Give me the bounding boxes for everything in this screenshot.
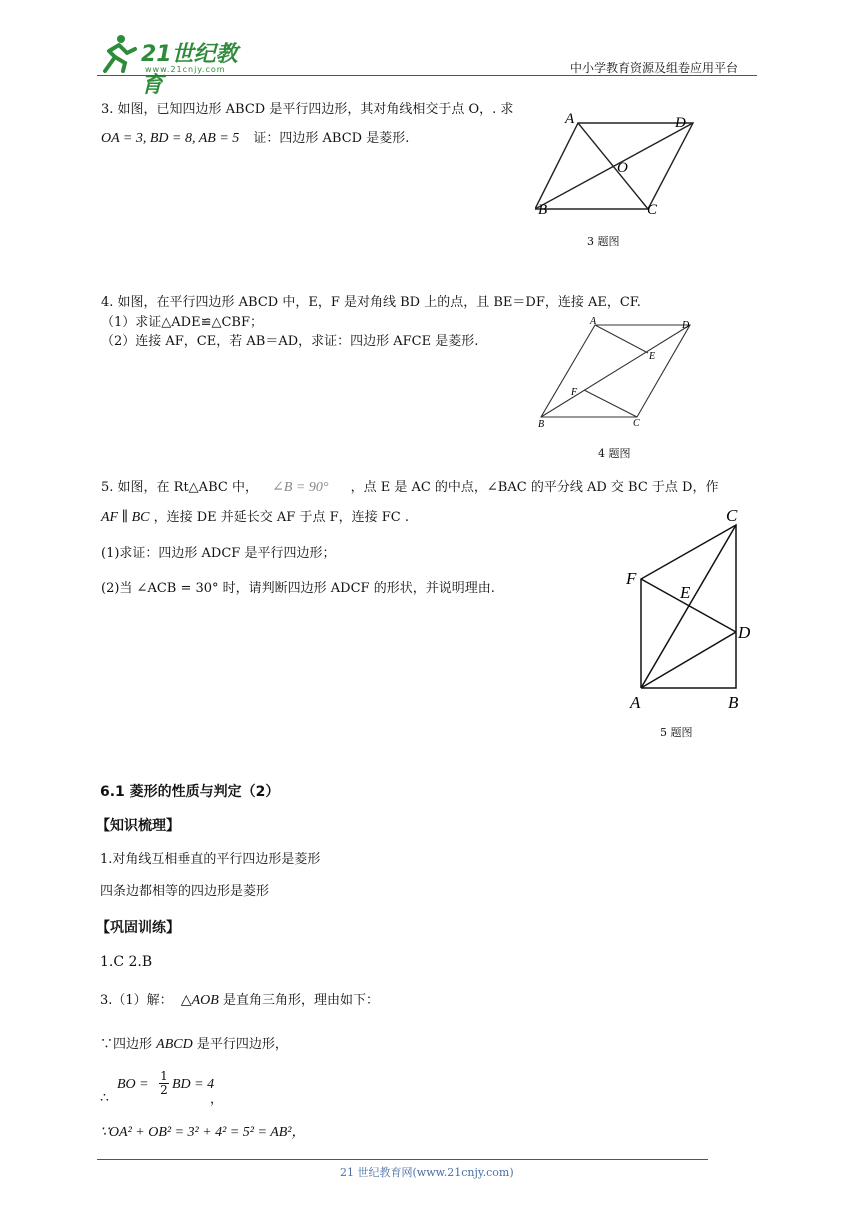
footer-link[interactable]: 21 世纪教育网(www.21cnjy.com) (340, 1166, 514, 1179)
knowledge-item-1: 1.对角线互相垂直的平行四边形是菱形 (100, 852, 321, 867)
bo-fraction (159, 1070, 169, 1097)
ans3-abcd: ABCD (156, 1037, 193, 1052)
q5-line2-text: ，连接 DE 并延长交 AF 于点 F，连接 FC . (153, 510, 409, 525)
q4-label-d: D (682, 320, 690, 331)
q4-line3: （2）连接 AF，CE，若 AB＝AD，求证：四边形 AFCE 是菱形. (101, 334, 479, 349)
knowledge-heading: 【知识梳理】 (96, 818, 180, 834)
q4-figure (535, 315, 705, 430)
q3-label-b: B (538, 202, 548, 218)
therefore-symbol: ∴ (100, 1090, 109, 1106)
ans3-because-1-end: 是平行四边形， (196, 1037, 288, 1052)
answers-1-2: 1.C 2.B (100, 954, 153, 970)
q5-label-c: C (726, 506, 738, 525)
q4-caption: 4 题图 (598, 447, 631, 460)
ans3-triangle: △AOB (180, 993, 219, 1008)
q3-line1: 3. 如图，已知四边形 ABCD 是平行四边形，其对角线相交于点 O，. 求 (101, 102, 514, 117)
logo-runner-icon (95, 33, 139, 73)
q5-af-parallel: AF ∥ BC (101, 510, 150, 525)
section-title: 6.1 菱形的性质与判定（2） (100, 784, 280, 800)
knowledge-item-2: 四条边都相等的四边形是菱形 (100, 884, 270, 899)
q4-label-c: C (633, 418, 640, 429)
logo (95, 33, 255, 98)
header-divider (97, 75, 757, 76)
q5-label-e: E (680, 583, 691, 602)
bo-rhs: BD = 4 (172, 1077, 215, 1092)
q5-label-f: F (626, 569, 637, 588)
bo-fraction-den: 2 (160, 1083, 168, 1097)
q5-label-b: B (728, 693, 739, 712)
header-right-text: 中小学教育资源及组卷应用平台 (570, 61, 739, 75)
footer-divider (97, 1159, 708, 1160)
q5-part2: (2)当 ∠ACB = 30° 时，请判断四边形 ADCF 的形状，并说明理由. (101, 581, 495, 596)
q5-part1: (1)求证：四边形 ADCF 是平行四边形； (101, 546, 336, 561)
logo-text: 21世纪教育 (141, 42, 238, 98)
q3-line2-text: 证：四边形 ABCD 是菱形. (253, 131, 410, 146)
ans3-intro (100, 992, 379, 1010)
q4-line1: 4. 如图，在平行四边形 ABCD 中，E，F 是对角线 BD 上的点，且 BE＝DF，连接 AE，CF. (101, 295, 641, 310)
ans3-intro-start: 3.（1）解： (100, 993, 173, 1008)
q4-label-f: F (571, 387, 578, 398)
q3-label-a: A (565, 111, 575, 127)
q5-label-a: A (630, 693, 641, 712)
q3-caption: 3 题图 (587, 235, 620, 248)
q4-label-a: A (590, 316, 597, 327)
q4-label-e: E (649, 351, 656, 362)
q4-label-b: B (538, 419, 545, 430)
bo-comma: ， (210, 1092, 224, 1107)
q3-figure (535, 108, 705, 223)
q5-caption: 5 题图 (660, 726, 693, 739)
ans3-because-1 (100, 1036, 288, 1054)
q3-label-d: D (675, 115, 686, 131)
q3-label-o: O (617, 160, 628, 176)
q5-line1-end: ，点 E 是 AC 的中点，∠BAC 的平分线 AD 交 BC 于点 D，作 (350, 480, 719, 495)
ans3-intro-end: 是直角三角形，理由如下： (222, 993, 379, 1008)
ans3-because-2: ∵OA² + OB² = 3² + 4² = 5² = AB²， (100, 1125, 306, 1140)
q3-given-values: OA = 3, BD = 8, AB = 5 (101, 131, 240, 146)
bo-fraction-num: 1 (160, 1069, 168, 1083)
ans3-because-1-start: ∵四边形 (100, 1037, 153, 1052)
practice-heading: 【巩固训练】 (96, 920, 180, 936)
q5-figure (620, 502, 760, 712)
q5-line1-start: 5. 如图，在 Rt△ABC 中， (101, 480, 258, 495)
bo-lhs: BO = (117, 1077, 149, 1092)
q4-line2: （1）求证△ADE≌△CBF； (101, 315, 263, 330)
q5-line2 (101, 509, 409, 527)
q5-label-d: D (738, 623, 751, 642)
q5-angle-b: ∠B = 90° (272, 480, 329, 495)
q5-line1 (101, 479, 718, 497)
q3-label-c: C (647, 202, 658, 218)
q3-line2 (101, 130, 409, 148)
logo-url: www.21cnjy.com (145, 65, 226, 74)
